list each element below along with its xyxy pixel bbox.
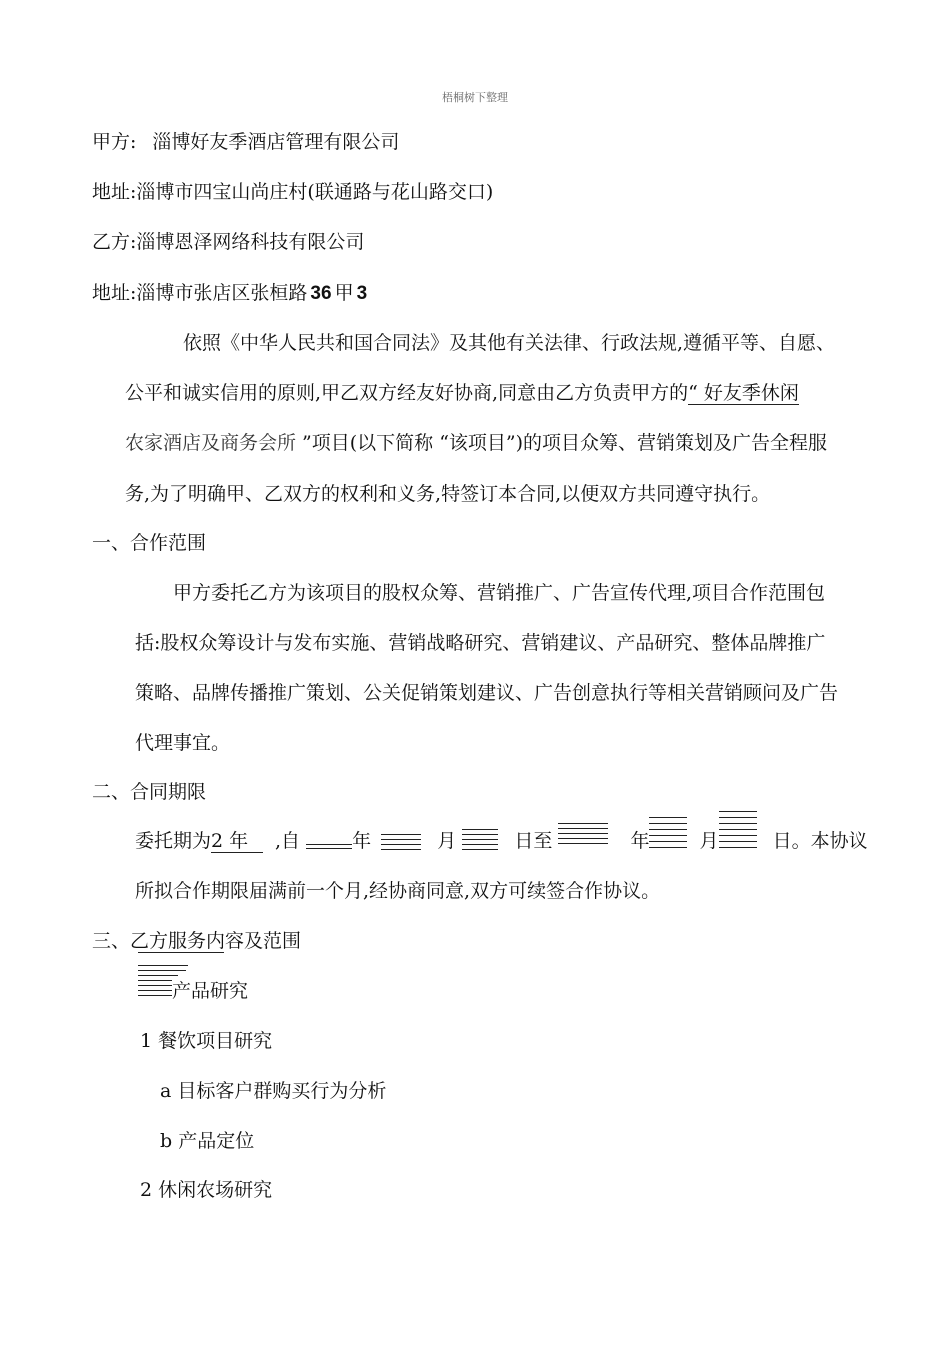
start-year-label: 年 [352,830,372,852]
start-day-blank [462,831,498,853]
intro-line-3b: ”项目(以下简称 “该项目”)的项目众筹、营销策划及广告全程服 [296,432,828,454]
term-value: 2 年 [211,830,263,853]
item-1a: a 目标客户群购买行为分析 [160,1080,387,1102]
section-1-line-4: 代理事宜。 [135,732,231,754]
end-month-label: 月 [699,830,719,852]
end-date-label: 日至 [514,830,553,852]
party-a-line [92,129,399,155]
intro-line-4: 务,为了明确甲、乙双方的权利和义务,特签订本合同,以便双方共同遵守执行。 [125,483,771,505]
start-month-blank [381,831,421,853]
end-year-label: 年 [630,830,650,852]
party-a-name: 淄博好友季酒店管理有限公司 [152,131,400,153]
section-1-line-2: 括:股权众筹设计与发布实施、营销战略研究、营销建议、产品研究、整体品牌推广 [135,632,826,654]
section-1-title: 一、合作范围 [92,532,207,554]
intro-line-2a: 公平和诚实信用的原则,甲乙双方经友好协商,同意由乙方负责甲方的 [125,382,689,404]
party-b-address-num2: 3 [356,283,368,304]
start-month-label: 月 [437,830,457,852]
term-from: ,自 [275,830,301,852]
sub-title: 产品研究 [172,980,249,1002]
sub-title-line [138,978,248,1004]
end-year-blank [558,831,608,853]
party-b-label: 乙方: [92,231,137,253]
term-prefix: 委托期为 [135,830,212,852]
item-1: 1 餐饮项目研究 [140,1030,273,1052]
project-name-part2: 农家酒店及商务会所 [125,432,297,454]
start-year-blank [306,831,352,853]
section-3-title: 三、乙方服务内容及范围 [92,930,302,952]
party-b-address-line [92,280,367,307]
term-line [135,828,868,854]
party-a-address-line [92,179,493,205]
section-1-line-1: 甲方委托乙方为该项目的股权众筹、营销推广、广告宣传代理,项目合作范围包 [173,582,826,604]
party-a-address-label: 地址: [92,181,137,203]
item-2: 2 休闲农场研究 [140,1179,273,1201]
page-header: 梧桐树下整理 [442,91,508,104]
party-b-address-label: 地址: [92,282,137,304]
sub-title-marks [138,981,172,1003]
party-b-name: 淄博恩泽网络科技有限公司 [136,231,365,253]
party-a-label: 甲方: [92,131,137,153]
party-a-address: 淄博市四宝山尚庄村(联通路与花山路交口) [136,181,494,203]
party-b-address-prefix: 淄博市张店区张桓路 [136,282,308,304]
party-b-address-mid: 甲 [334,282,354,304]
end-month-blank [649,831,687,853]
intro-line-2 [125,380,799,406]
section-1-line-3: 策略、品牌传播推广策划、公关促销策划建议、广告创意执行等相关营销顾问及广告 [135,682,839,704]
term-end-text: 日。本协议 [772,830,868,852]
project-name-part1: “ 好友季休闲 [688,382,799,404]
party-b-address-num1: 36 [310,283,332,304]
party-b-line [92,229,364,255]
end-day-blank [719,831,757,853]
intro-line-3 [125,430,827,456]
item-1b: b 产品定位 [160,1130,255,1152]
title-underline [138,952,224,954]
intro-line-1: 依照《中华人民共和国合同法》及其他有关法律、行政法规,遵循平等、自愿、 [183,332,836,354]
section-2-title: 二、合同期限 [92,781,207,803]
section-2-line-2: 所拟合作期限届满前一个月,经协商同意,双方可续签合作协议。 [135,880,661,902]
